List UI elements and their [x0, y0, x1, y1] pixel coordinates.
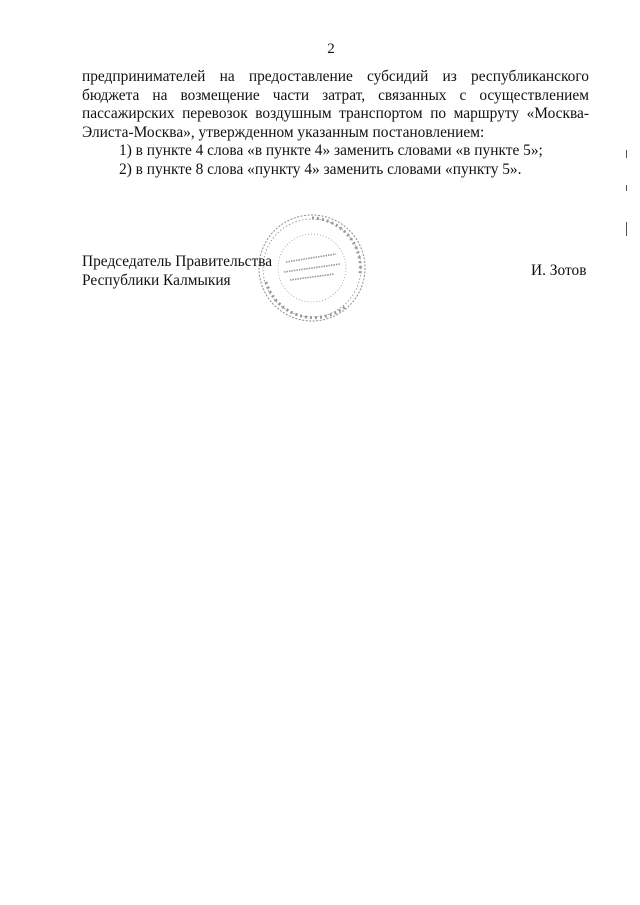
- scan-edge-mark: [626, 185, 627, 191]
- signatory-title: [82, 253, 272, 290]
- official-seal-stamp: [256, 212, 368, 324]
- list-item: 1) в пункте 4 слова «в пункте 4» заменить словами «в пункте 5»;: [119, 142, 543, 160]
- signatory-title-line2: Республики Калмыкия: [82, 271, 231, 289]
- document-body: [82, 68, 589, 180]
- page-number: 2: [327, 41, 335, 57]
- paragraph-intro: предпринимателей на предоставление субсидий из республиканского бюджета на возмещение части затрат, связанных с осуществлением пассажирских перевозок воздушным транспортом по маршруту «Москва-Элиста-Москва», утвержденном указанным постановлением:: [82, 68, 589, 141]
- signatory-name: И. Зотов: [531, 262, 587, 279]
- signatory-title-line1: Председатель Правительства: [82, 253, 273, 270]
- scan-edge-mark: [626, 150, 627, 158]
- list-item: 2) в пункте 8 слова «пункту 4» заменить словами «пункту 5».: [119, 160, 522, 178]
- scan-edge-mark: [626, 222, 627, 236]
